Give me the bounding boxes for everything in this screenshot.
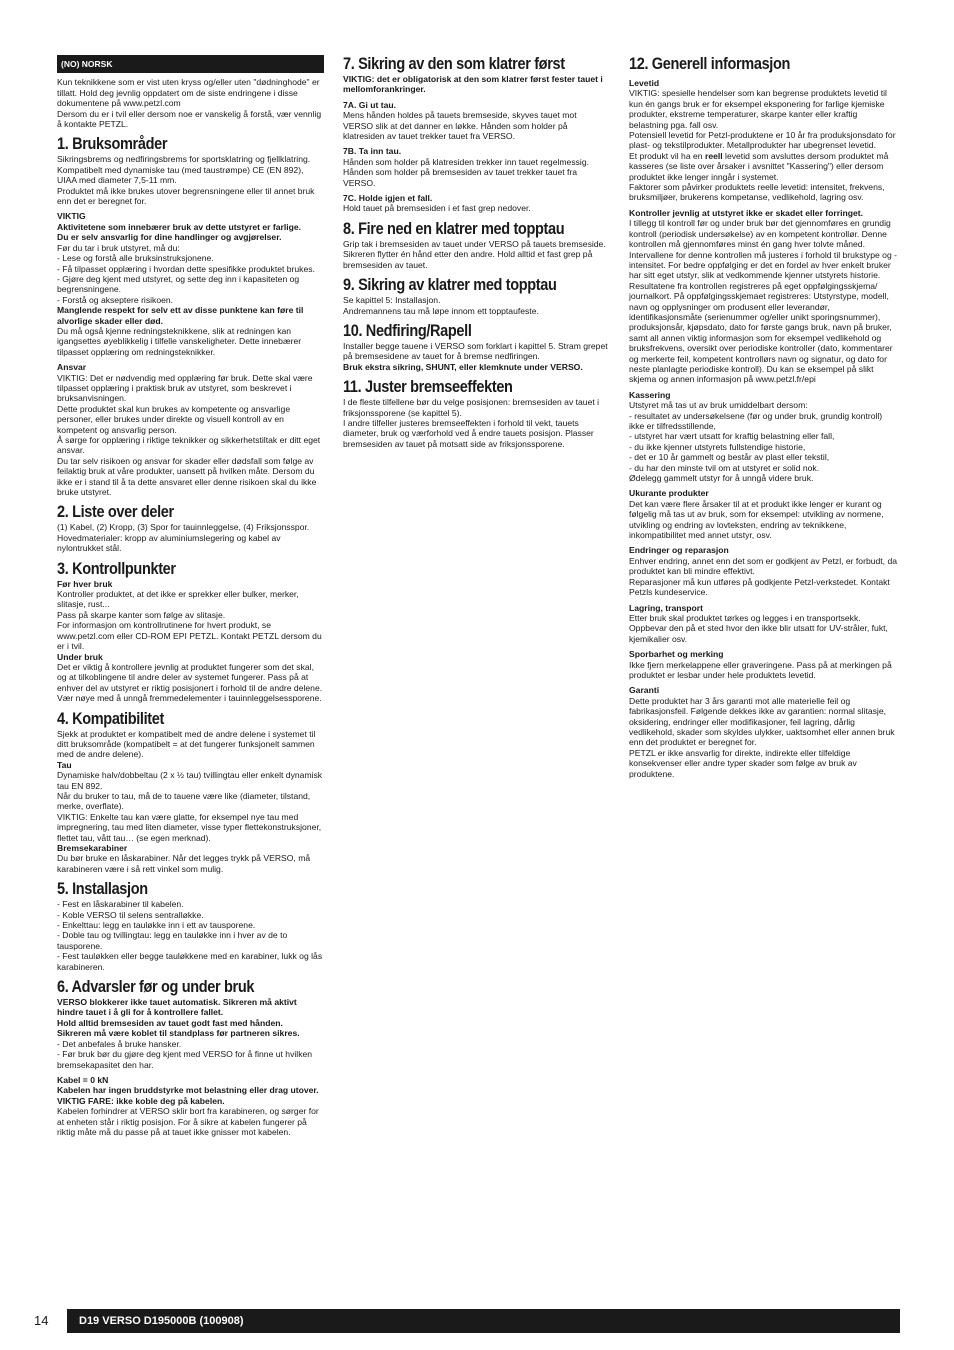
list-item: - Forstå og akseptere risikoen. [57, 294, 174, 305]
section-11-title: 11. Juster bremseeffekten [343, 378, 513, 397]
section-6-title: 6. Advarsler før og under bruk [57, 978, 255, 997]
s1-list-intro: Før du tar i bruk utstyret, må du: [57, 242, 180, 253]
list-item: - Doble tau og tvillingtau: legg en tauløkke inn i hver av de to tausporene. [57, 930, 288, 951]
s6-h1: Kabel = 0 kN [57, 1074, 109, 1085]
list-item: - resultatet av undersøkelsene (før og under bruk, grundig kontroll) ikke er tilfredsstillende, [629, 410, 883, 431]
s6-b3: Sikreren må være koblet til standplass før partneren sikres. [57, 1028, 300, 1039]
kontroll-p: I tillegg til kontroll før og under bruk bør det gjennomføres en grundig kontroll (periodisk undersøkelse) av en kompetent kontrollør. Denne kontrollen må gjennomføres minst én gang hver tolvte måned. Intervallene for denne kontrollen må justeres i forhold til brukstype og -intensitet. For bedre oppfølging er det en fordel av hver enkelt bruker har sitt eget utstyr, slik at vedkommende kjenner utstyrets historie. Resultatene fra kontrollen registreres på eget oppfølgingsskjema/ journalkort. På oppfølgingsskjemaet registreres: Utstyrstype, modell, navn og opplysninger om produsent eller leverandør, identifikasjonsmåte (serienummer og/eller unikt sporingsnummer), produksjonsår, kjøpsdato, dato for første gangs bruk, navn på bruker, samt all annen viktig informasjon som for eksempel vedlikehold og bruksfrekvens, oversikt over periodiske kontroller (dato, kommentarer og merkerte feil, kompetent kontrollørs navn og signatur, og dato for neste planlagte periodiske kontroll). Du kan se eksempel på slikt skjema og annen informasjon på www.petzl.fr/epi [629, 218, 897, 385]
section-9-title: 9. Sikring av klatrer med topptau [343, 276, 557, 295]
s1-ansvar-3: Å sørge for opplæring i riktige teknikker og sikkerhetstiltak er ditt eget ansvar. [57, 435, 321, 456]
list-item: - Gjøre deg kjent med utstyret, og sette deg inn i kapasiteten og begrensningene. [57, 273, 300, 295]
s7-p-c: Hold tauet på bremsesiden i et fast grep nedover. [343, 203, 531, 214]
list-item: Utstyret må tas ut av bruk umiddelbart dersom: [629, 400, 808, 411]
levetid-p1: VIKTIG: spesielle hendelser som kan begrense produktets levetid til kun én gangs bruk er for eksempel eksponering for farlige kjemiske produkter, ekstreme temperaturer, skarpe kanter eller kraftig belastning pga. fall osv. [629, 88, 887, 130]
ukurante-p: Det kan være flere årsaker til at et produkt ikke lenger er kurant og følgelig må tas ut av bruk, som for eksempel: utvikling av normene, utvikling og endring av lovteksten, endring av teknikkene, inkompatibilitet med annet utstyr, osv. [629, 498, 884, 541]
list-item: - Fest tauløkken eller begge tauløkkene med en karabiner, lukk og lås karabineren. [57, 951, 323, 972]
s1-p2: Produktet må ikke brukes utover begrensningene eller til annet bruk enn det er beregnet for. [57, 185, 315, 207]
s2-p2: Hovedmaterialer: kropp av aluminiumslegering og kabel av nylontrukket stål. [57, 532, 281, 554]
levetid-p2: Potensiell levetid for Petzl-produktene er 10 år fra produksjonsdato for plast- og tekstilprodukter. Metallprodukter har ubegrenset levetid. [629, 130, 896, 151]
column-2 [343, 55, 609, 449]
garanti-p1: Dette produktet har 3 års garanti mot alle materielle feil og fabrikasjonsfeil. Følgende dekkes ikke av garantien: normal slitasje, oksidering, endringer eller modifikasjoner, feil lagring, dårlig vedlikehold, skader som skyldes ulykker, uaktsomhet eller annen bruk enn det produktet er beregnet for. [629, 695, 895, 748]
list-item: - Lese og forstå alle bruksinstruksjonene. [57, 253, 214, 264]
s4-p5: Du bør bruke en låskarabiner. Når det legges trykk på VERSO, må karabineren være i så rett vinkel som mulig. [57, 853, 311, 874]
s1-p1: Sikringsbrems og nedfiringsbrems for sportsklatring og fjellklatring. Kompatibelt med dynamiske tau (med taustrømpe) CE (EN 892), UIAA med diameter 7,5-11 mm. [57, 154, 311, 186]
section-5-title: 5. Installasjon [57, 880, 148, 899]
list-item: - Enkelttau: legg en tauløkke inn i ett av tausporene. [57, 920, 256, 931]
section-12-title: 12. Generell informasjon [629, 55, 791, 73]
section-8-title: 8. Fire ned en klatrer med topptau [343, 219, 565, 238]
s1-viktig-b1: Aktivitetene som innebærer bruk av dette utstyret er farlige. [57, 221, 302, 232]
s7-p-b2: Hånden som holder på bremsesiden av tauet trekker tauet fra VERSO. [343, 167, 578, 188]
s4-h2: Bremsekarabiner [57, 843, 128, 853]
s7-p-a: Mens hånden holdes på tauets bremseside, skyves tauet mot VERSO slik at det danner en løkke. Hånden som holder på klatresiden av tauet trekker tauet fra VERSO. [343, 110, 577, 142]
s11-p2: I andre tilfeller justeres bremseeffekten i forhold til vekt, tauets diameter, bruk og værforhold ved å endre tauets posisjon. Plasser bremsesiden av tauet på motsatt side av friksjonssporene. [343, 417, 594, 449]
intro-2: Dersom du er i tvil eller dersom noe er vanskelig å forstå, vær vennlig å kontakte PETZL. [57, 108, 322, 130]
s7-h-c: 7C. Holde igjen et fall. [343, 193, 433, 204]
s3-p4: Det er viktig å kontrollere jevnlig at produktet fungerer som det skal, og at tilkoblingene til andre deler av systemet fungerer. Pass på at enhver del av utstyret er riktig posisjonert i forhold til de andre delene. Vær nøye med å unngå fremmedelementer i tauinnleggelsessporene. [57, 661, 323, 704]
levetid-p4: Faktorer som påvirker produktets reelle levetid: intensitet, frekvens, bruksmiljøer, brukerens kompetanse, vedlikehold, lagring osv. [629, 182, 885, 203]
levetid-p3-a: Et produkt vil ha en [629, 150, 705, 161]
s1-ansvar-1: VIKTIG: Det er nødvendig med opplæring før bruk. Dette skal være tilpasset opplæring i praktisk bruk av utstyret, som beskrevet i bruksanvisningen. [57, 372, 313, 404]
s7-b1: VIKTIG: det er obligatorisk at den som klatrer først fester tauet i mellomforankringer. [343, 74, 603, 95]
levetid-p3-c: levetid som avsluttes dersom produktet må kasseres (se liste over årsaker i avsnittet "Kassering") eller dersom produktet ikke lenger inngår i systemet. [629, 150, 889, 182]
language-header: (NO) NORSK [57, 55, 324, 73]
s4-p2: Dynamiske halv/dobbeltau (2 x ½ tau) tvillingtau eller enkelt dynamisk tau EN 892. [57, 770, 323, 791]
levetid-heading: Levetid [629, 78, 660, 88]
sporbarhet-heading: Sporbarhet og merking [629, 649, 724, 660]
list-item: Ødelegg gammelt utstyr for å unngå videre bruk. [629, 473, 814, 484]
section-3-title: 3. Kontrollpunkter [57, 559, 176, 578]
s1-p3: Du må også kjenne redningsteknikkene, slik at redningen kan igangsettes øyeblikkelig i tilfelle vanskeligheter. Dette innebærer tilpasset opplæring om redningsteknikker. [57, 325, 302, 357]
endringer-heading: Endringer og reparasjon [629, 545, 729, 556]
list-item: - utstyret har vært utsatt for kraftig belastning eller fall, [629, 431, 835, 442]
section-7-title: 7. Sikring av den som klatrer først [343, 55, 565, 73]
s3-h2: Under bruk [57, 651, 103, 662]
s10-b1: Bruk ekstra sikring, SHUNT, eller klemknute under VERSO. [343, 361, 583, 372]
s10-p1: Installer begge tauene i VERSO som forklart i kapittel 5. Stram grepet på bremsesidene av tauet for å bremse nedfiringen. [343, 340, 608, 362]
list-item: - du har den minste tvil om at utstyret er solid nok. [629, 462, 820, 473]
s1-ansvar-2: Dette produktet skal kun brukes av kompetente og ansvarlige personer, eller brukes under direkte og visuell kontroll av en kompetent og ansvarlig person. [57, 403, 291, 435]
lagring-p: Etter bruk skal produktet tørkes og legges i en transportsekk. Oppbevar den på et sted hvor den ikke blir utsatt for UV-stråler, fukt, kjemikalier osv. [629, 612, 888, 644]
s7-p-b1: Hånden som holder på klatresiden trekker inn tauet regelmessig. [343, 156, 590, 167]
document-id-bar: D19 VERSO D195000B (100908) [67, 1309, 900, 1333]
garanti-p2: PETZL er ikke ansvarlig for direkte, indirekte eller tilfeldige konsekvenser eller andre typer skader som følge av bruk av produktene. [629, 747, 857, 779]
ukurante-heading: Ukurante produkter [629, 488, 709, 499]
column-3 [629, 55, 897, 779]
s1-ansvar-heading: Ansvar [57, 362, 87, 373]
s6-p2: - Før bruk bør du gjøre deg kjent med VERSO for å finne ut hvilken bremsekapasitet den har. [57, 1049, 313, 1070]
s3-p1: Kontroller produktet, at det ikke er sprekker eller bulker, merker, slitasje, rust... [57, 589, 299, 610]
sporbarhet-p: Ikke fjern merkelappene eller graveringene. Pass på at merkingen på produktet er lesbar under hele produktets levetid. [629, 659, 892, 680]
s4-p1: Sjekk at produktet er kompatibelt med de andre delene i systemet til ditt bruksområde (kompatibelt = at det fungerer funksjonelt sammen med de andre delene). [57, 728, 316, 760]
endringer-p2: Reparasjoner må kun utføres på godkjente Petzl-verkstedet. Kontakt Petzls kundeservice. [629, 576, 890, 598]
s9-p1: Se kapittel 5: Installasjon. [343, 295, 441, 306]
s3-p3: For informasjon om kontrollrutinene for hvert produkt, se www.petzl.com eller CD-ROM EPI PETZL. Kontakt PETZL dersom du er i tvil. [57, 620, 322, 652]
s6-b5: VIKTIG FARE: ikke koble deg på kabelen. [57, 1095, 225, 1106]
list-item: - Koble VERSO til selens sentralløkke. [57, 909, 204, 920]
intro-1: Kun teknikkene som er vist uten kryss og/eller uten "dødninghode" er tillatt. Hold deg jevnlig oppdatert om de siste endringene i disse dokumentene på www.petzl.com [57, 77, 320, 109]
s6-b2: Hold alltid bremsesiden av tauet godt fast med hånden. [57, 1017, 283, 1028]
list-item: - Få tilpasset opplæring i hvordan dette spesifikke produktet brukes. [57, 263, 315, 274]
s4-p4: VIKTIG: Enkelte tau kan være glatte, for eksempel nye tau med impregnering, tau med liten diameter, visse typer flettekonstruksjoner, flettet tau, vått tau… (se egen merknad). [57, 811, 322, 843]
kassering-heading: Kassering [629, 389, 671, 400]
list-item: - Fest en låskarabiner til kabelen. [57, 899, 184, 910]
levetid-p3-b: reell [704, 150, 723, 161]
s7-h-a: 7A. Gi ut tau. [343, 99, 396, 110]
section-2-title: 2. Liste over deler [57, 503, 174, 522]
s3-p2: Pass på skarpe kanter som følge av slitasje. [57, 609, 226, 620]
levetid-p3 [629, 151, 897, 182]
s1-ansvar-4: Du tar selv risikoen og ansvar for skader eller dødsfall som følge av feilaktig bruk at våre produkter, uansett på hvilken måte. Dersom du ikke er i stand til å ta dette ansvaret eller denne risikoen skal du ikke bruke utstyret. [57, 455, 317, 498]
column-1 [57, 55, 324, 1137]
section-10-title: 10. Nedfiring/Rapell [343, 321, 472, 340]
s7-h-b: 7B. Ta inn tau. [343, 146, 402, 157]
s11-p1: I de fleste tilfellene bør du velge posisjonen: bremsesiden av tauet i friksjonssporene (se kapittel 5). [343, 397, 600, 418]
endringer-p1: Enhver endring, annet enn det som er godkjent av Petzl, er forbudt, da produktet kan bli mindre effektivt. [629, 555, 898, 577]
section-1-title: 1. Bruksområder [57, 135, 168, 154]
s4-p3: Når du bruker to tau, må de to tauene være like (diameter, tilstand, merke, overflate). [57, 790, 311, 812]
list-item: - det er 10 år gammelt og består av plast eller tekstil, [629, 452, 830, 463]
s6-b4: Kabelen har ingen bruddstyrke mot belastning eller drag utover. [57, 1085, 319, 1096]
page-number: 14 [34, 1313, 49, 1328]
s8-p1: Grip tak i bremsesiden av tauet under VERSO på tauets bremseside. Sikreren flytter én hånd etter den andre. Hold alltid et fast grep på bremsesiden av tauet. [343, 238, 606, 270]
s9-p2: Andremannens tau må løpe innom ett topptaufeste. [343, 305, 539, 316]
s1-warning: Manglende respekt for selv ett av disse punktene kan føre til alvorlige skader eller død. [57, 305, 304, 326]
list-item: - du ikke kjenner utstyrets fullstendige historie, [629, 441, 806, 452]
kontroll-heading: Kontroller jevnlig at utstyret ikke er skadet eller forringet. [629, 207, 864, 218]
page-footer [34, 1309, 900, 1333]
s6-p3: Kabelen forhindrer at VERSO sklir bort fra karabineren, og sørger for at enheten står i riktig posisjon. For å sikre at kabelen fungerer på riktig måte må du passe på at tauet ikke gnisser mot kabelen. [57, 1106, 319, 1137]
s2-p1: (1) Kabel, (2) Kropp, (3) Spor for tauinnleggelse, (4) Friksjonsspor. [57, 522, 310, 533]
s4-h1: Tau [57, 759, 72, 770]
s1-viktig-b2: Du er selv ansvarlig for dine handlinger og avgjørelser. [57, 232, 282, 243]
s1-viktig-heading: VIKTIG [57, 211, 86, 222]
s6-p1: - Det anbefales å bruke hansker. [57, 1038, 182, 1049]
s6-b1: VERSO blokkerer ikke tauet automatisk. Sikreren må aktivt hindre tauet i å gli for å kontrollere fallet. [57, 997, 297, 1018]
s3-h1: Før hver bruk [57, 578, 113, 589]
garanti-heading: Garanti [629, 685, 660, 696]
section-4-title: 4. Kompatibilitet [57, 709, 164, 728]
lagring-heading: Lagring, transport [629, 602, 704, 613]
